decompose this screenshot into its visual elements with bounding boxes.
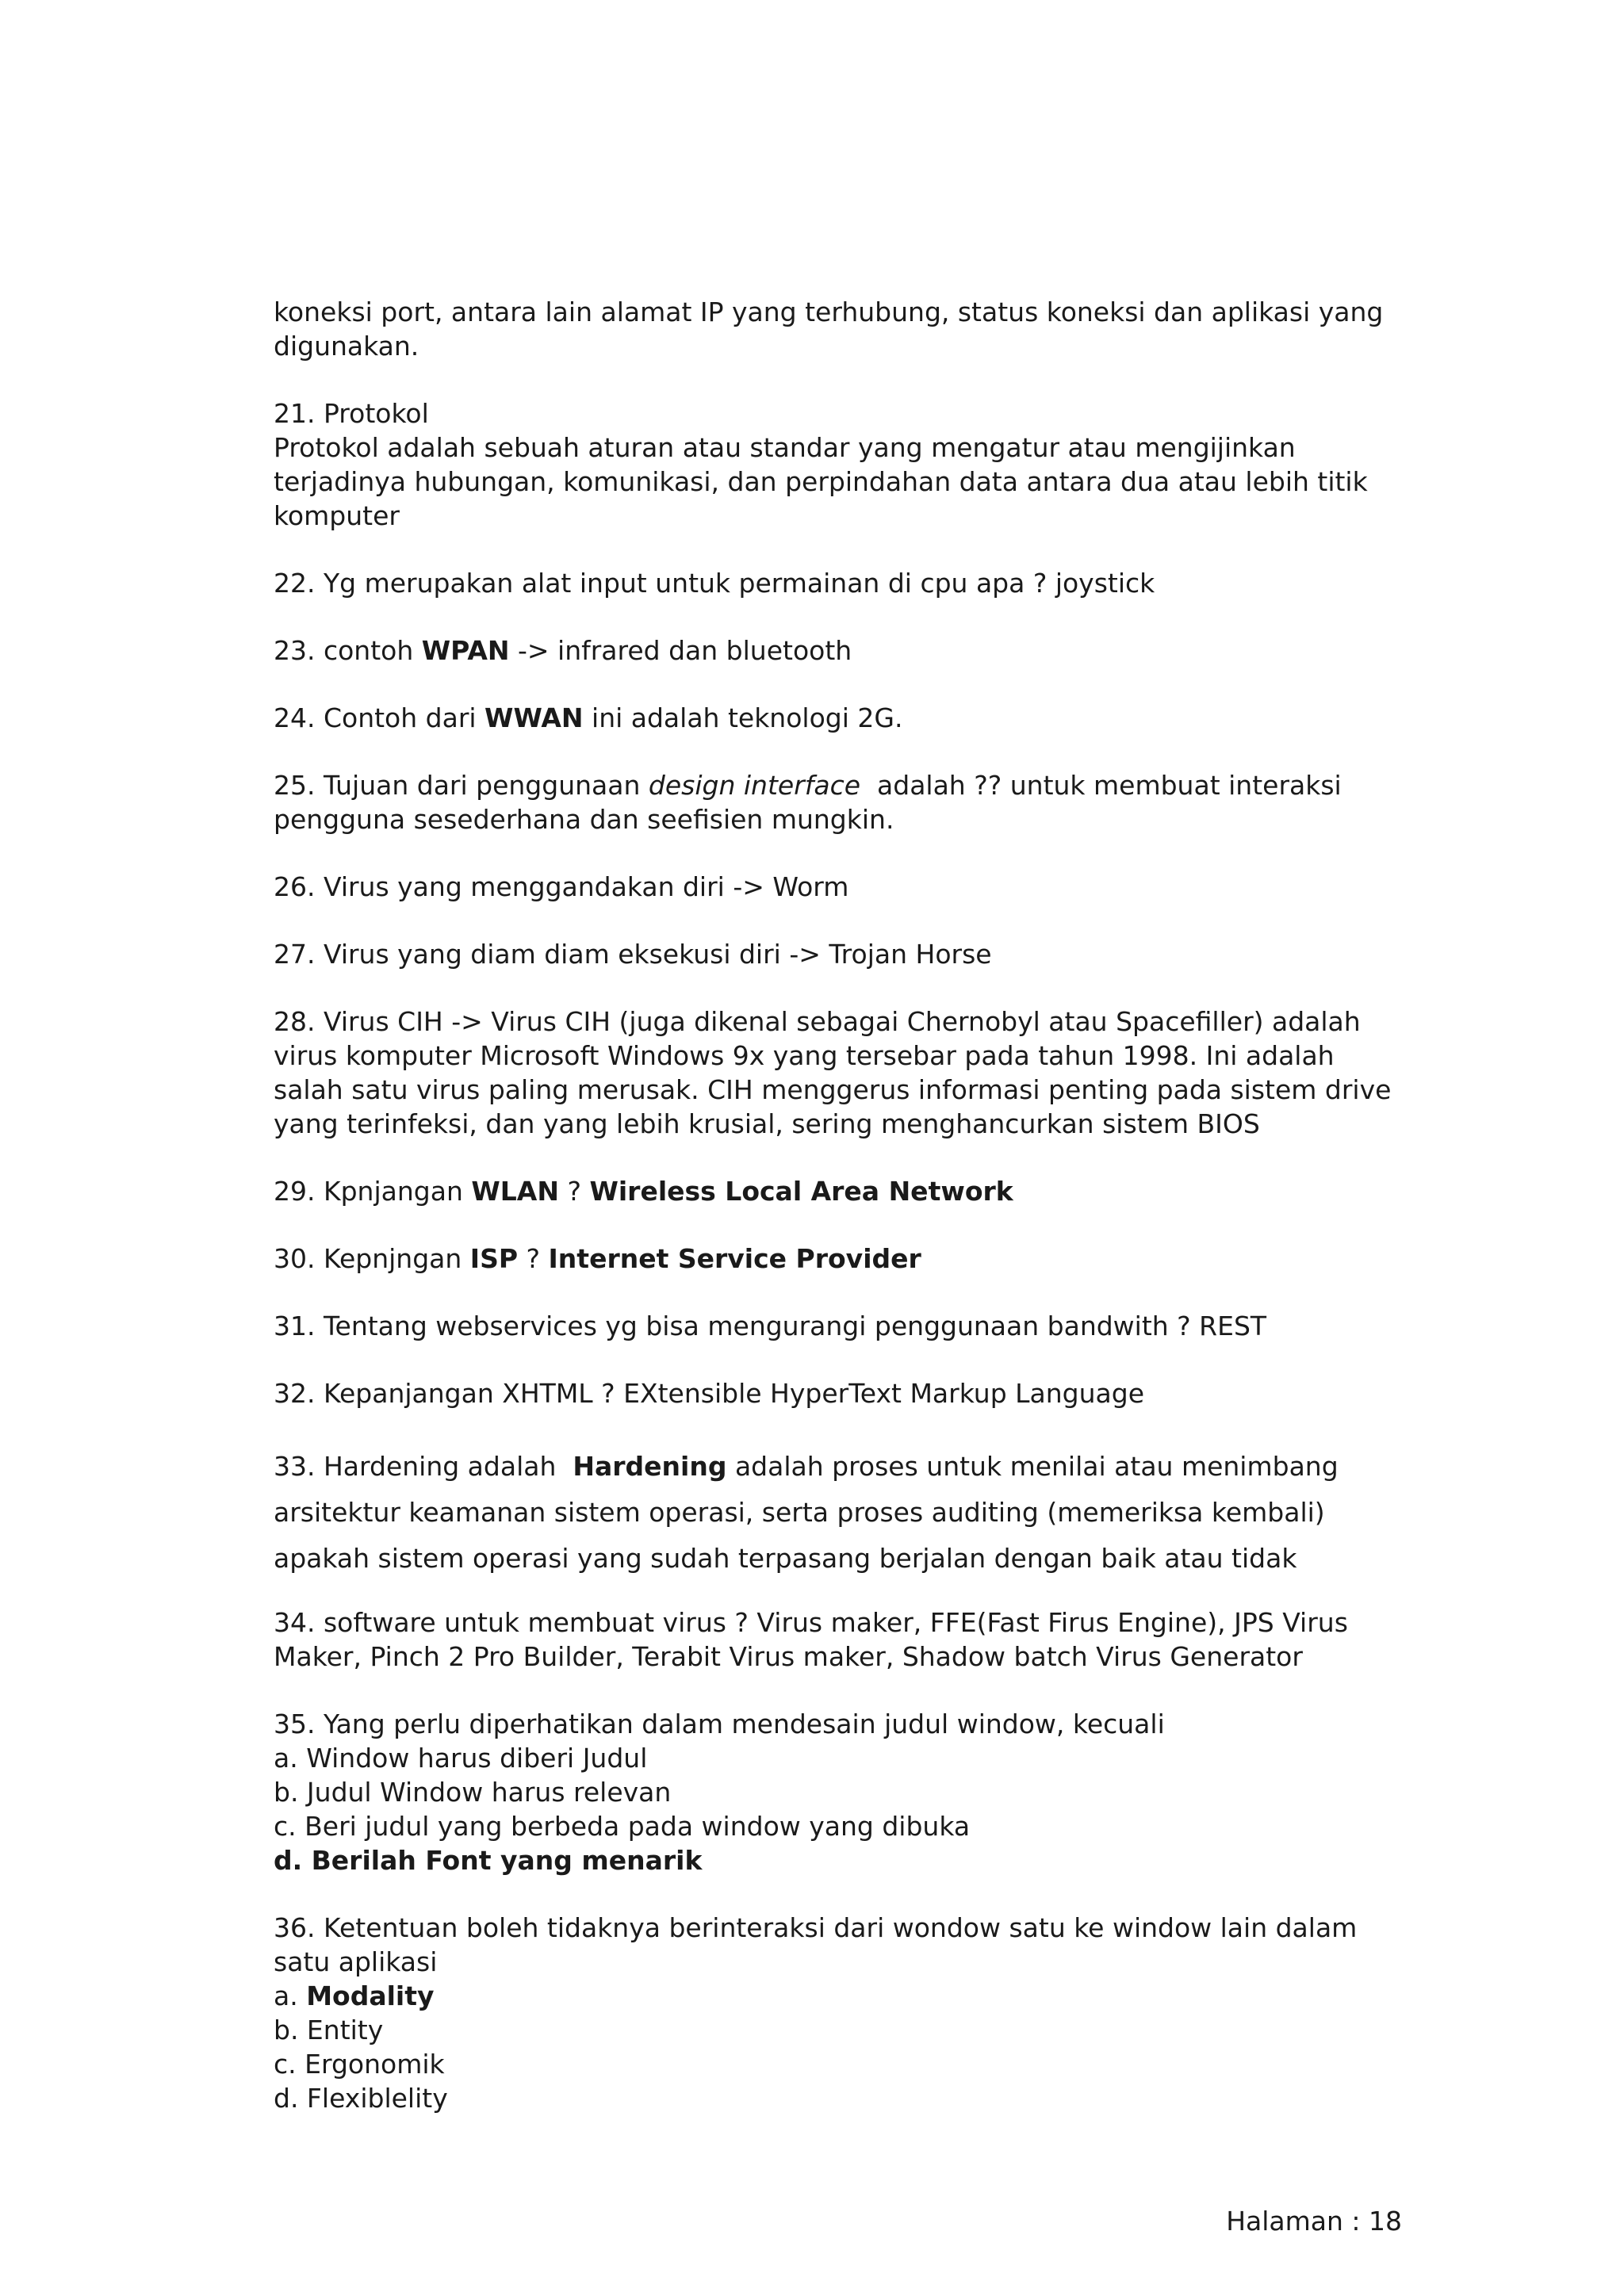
text-line: pengguna sesederhana dan seefisien mungkin. — [274, 804, 894, 835]
bold-term: WWAN — [485, 702, 584, 733]
bold-term: ISP — [469, 1243, 519, 1274]
text-line: 26. Virus yang menggandakan diri -> Worm — [274, 871, 849, 902]
text-segment: 29. Kpnjangan — [274, 1176, 472, 1207]
item-29 — [274, 1174, 1408, 1208]
bold-term: Modality — [306, 1980, 435, 2011]
text-segment: -> infrared dan bluetooth — [509, 635, 852, 666]
italic-term: design interface — [648, 770, 861, 801]
text-line: terjadinya hubungan, komunikasi, dan perpindahan data antara dua atau lebih titik — [274, 466, 1368, 497]
text-segment: 30. Kepnjngan — [274, 1243, 470, 1274]
bold-term: Hardening — [573, 1451, 727, 1482]
text-line: 34. software untuk membuat virus ? Virus maker, FFE(Fast Firus Engine), JPS Virus — [274, 1607, 1348, 1638]
text-line — [274, 701, 1408, 735]
text-line: arsitektur keamanan sistem operasi, serta proses auditing (memeriksa kembali) — [274, 1497, 1325, 1528]
item-22 — [274, 566, 1408, 600]
option-prefix: a. — [274, 1980, 307, 2011]
text-segment: 33. Hardening adalah — [274, 1451, 573, 1482]
question-text: 36. Ketentuan boleh tidaknya berinteraksi dari wondow satu ke window lain dalam — [274, 1912, 1358, 1943]
item-title: 21. Protokol — [274, 398, 429, 429]
item-34 — [274, 1605, 1408, 1674]
text-line: apakah sistem operasi yang sudah terpasang berjalan dengan baik atau tidak — [274, 1543, 1297, 1574]
text-line — [274, 768, 1408, 802]
bold-term: Internet Service Provider — [548, 1243, 921, 1274]
option-d-answer: d. Berilah Font yang menarik — [274, 1845, 703, 1876]
text-line — [274, 1174, 1408, 1208]
text-segment: 25. Tujuan dari penggunaan — [274, 770, 649, 801]
text-line: Protokol adalah sebuah aturan atau standar yang mengatur atau mengijinkan — [274, 432, 1296, 463]
option-b: b. Entity — [274, 2015, 384, 2045]
text-line: 31. Tentang webservices yg bisa mengurangi penggunaan bandwith ? REST — [274, 1311, 1267, 1341]
item-23 — [274, 633, 1408, 668]
text-segment: ? — [558, 1176, 590, 1207]
text-segment: ? — [518, 1243, 549, 1274]
text-line — [274, 1444, 1408, 1490]
text-line: yang terinfeksi, dan yang lebih krusial, sering menghancurkan sistem BIOS — [274, 1108, 1260, 1139]
text-segment: adalah ?? untuk membuat interaksi — [860, 770, 1342, 801]
text-segment: adalah proses untuk menilai atau menimbang — [726, 1451, 1339, 1482]
question-text: 35. Yang perlu diperhatikan dalam mendesain judul window, kecuali — [274, 1709, 1165, 1739]
item-32 — [274, 1376, 1408, 1410]
item-21 — [274, 396, 1408, 533]
bold-term: WPAN — [421, 635, 510, 666]
text-line: virus komputer Microsoft Windows 9x yang tersebar pada tahun 1998. Ini adalah — [274, 1040, 1335, 1071]
option-b: b. Judul Window harus relevan — [274, 1777, 672, 1808]
paragraph-continuation — [274, 295, 1408, 363]
item-28 — [274, 1004, 1408, 1141]
option-c: c. Ergonomik — [274, 2049, 445, 2080]
text-segment: 23. contoh — [274, 635, 422, 666]
item-36 — [274, 1911, 1408, 2115]
question-text: satu aplikasi — [274, 1946, 438, 1977]
text-segment: ini adalah teknologi 2G. — [583, 702, 903, 733]
text-line: 22. Yg merupakan alat input untuk permainan di cpu apa ? joystick — [274, 568, 1155, 599]
item-30 — [274, 1242, 1408, 1276]
item-26 — [274, 870, 1408, 904]
text-segment: 24. Contoh dari — [274, 702, 485, 733]
item-24 — [274, 701, 1408, 735]
text-line: 32. Kepanjangan XHTML ? EXtensible HyperText Markup Language — [274, 1378, 1145, 1409]
page-content — [274, 295, 1408, 2149]
item-27 — [274, 937, 1408, 971]
bold-term: WLAN — [471, 1176, 559, 1207]
item-25 — [274, 768, 1408, 836]
text-line: 28. Virus CIH -> Virus CIH (juga dikenal sebagai Chernobyl atau Spacefiller) adalah — [274, 1006, 1361, 1037]
bold-term: Wireless Local Area Network — [589, 1176, 1013, 1207]
page-number: Halaman : 18 — [1226, 2206, 1402, 2237]
item-35 — [274, 1707, 1408, 1877]
text-line: komputer — [274, 500, 400, 531]
option-a-answer — [274, 1979, 1408, 2013]
item-31 — [274, 1309, 1408, 1343]
option-a: a. Window harus diberi Judul — [274, 1743, 648, 1774]
text-line: Maker, Pinch 2 Pro Builder, Terabit Virus maker, Shadow batch Virus Generator — [274, 1641, 1303, 1672]
option-c: c. Beri judul yang berbeda pada window yang dibuka — [274, 1811, 971, 1842]
item-33 — [274, 1444, 1408, 1582]
text-line: koneksi port, antara lain alamat IP yang terhubung, status koneksi dan aplikasi yang — [274, 297, 1384, 327]
text-line: salah satu virus paling merusak. CIH menggerus informasi penting pada sistem drive — [274, 1074, 1392, 1105]
text-line: digunakan. — [274, 331, 419, 362]
text-line: 27. Virus yang diam diam eksekusi diri -> Trojan Horse — [274, 939, 992, 970]
option-d: d. Flexiblelity — [274, 2083, 448, 2114]
text-line — [274, 633, 1408, 668]
text-line — [274, 1242, 1408, 1276]
